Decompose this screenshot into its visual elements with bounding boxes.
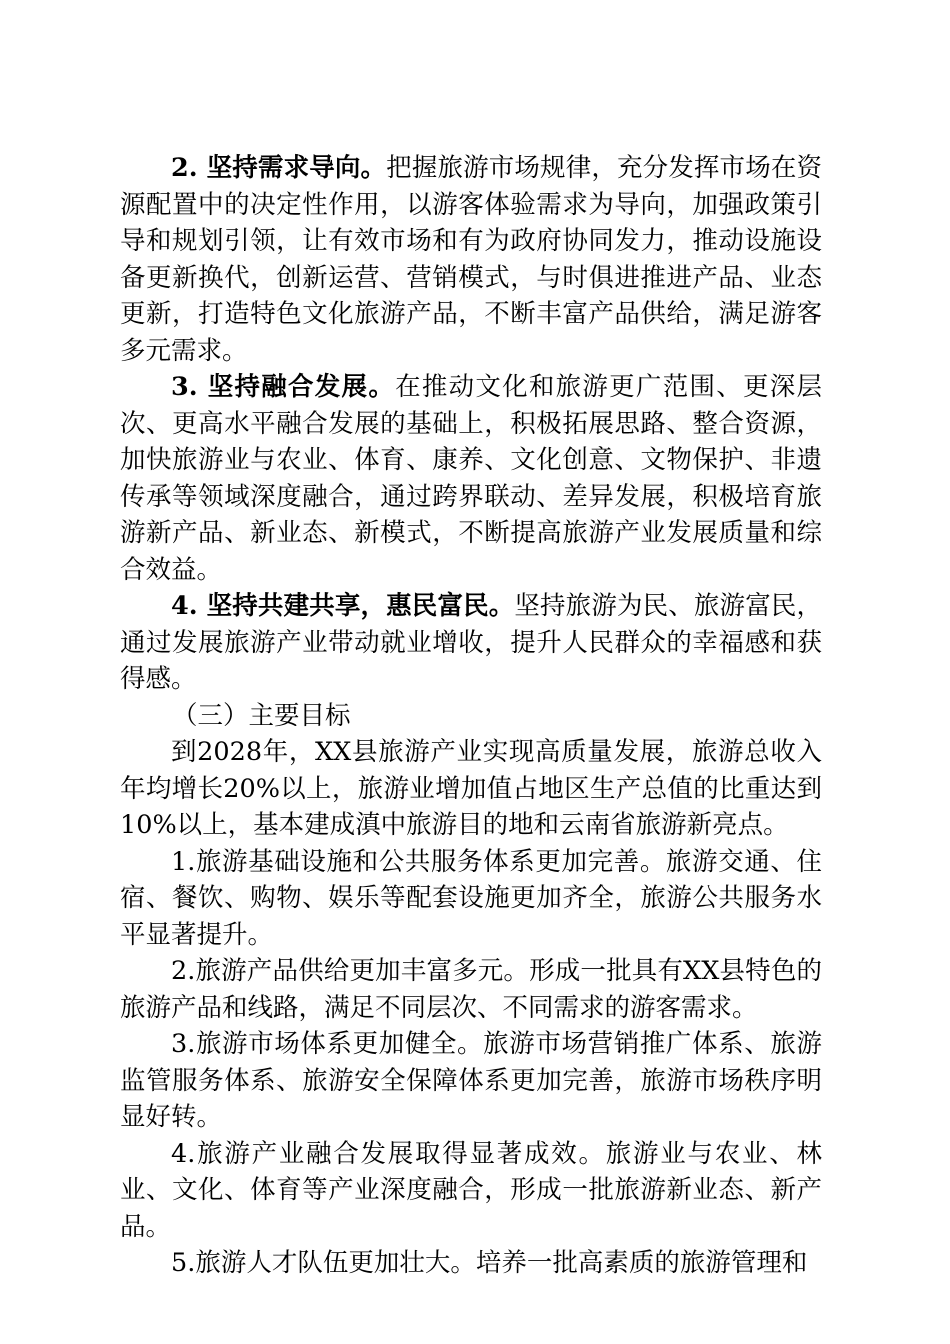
principle-2-lead: 2. 坚持需求导向。 xyxy=(171,153,387,183)
principle-2-paragraph xyxy=(120,150,822,369)
goals-intro-paragraph: 到2028年，XX县旅游产业实现高质量发展，旅游总收入年均增长20%以上，旅游业增加值占地区生产总值的比重达到10%以上，基本建成滇中旅游目的地和云南省旅游新亮点。 xyxy=(120,737,822,840)
goal-1-paragraph: 1.旅游基础设施和公共服务体系更加完善。旅游交通、住宿、餐饮、购物、娱乐等配套设施更加齐全，旅游公共服务水平显著提升。 xyxy=(120,846,822,950)
goal-5-paragraph: 5.旅游人才队伍更加壮大。培养一批高素质的旅游管理和 xyxy=(171,1248,808,1278)
principle-3-body: 在推动文化和旅游更广范围、更深层次、更高水平融合发展的基础上，积极拓展思路、整合资源，加快旅游业与农业、体育、康养、文化创意、文物保护、非遗传承等领域深度融合，通过跨界联动、差异发展，积极培育旅游新产品、新业态、新模式，不断提高旅游产业发展质量和综合效益。 xyxy=(120,372,822,585)
goal-4-paragraph: 4.旅游产业融合发展取得显著成效。旅游业与农业、林业、文化、体育等产业深度融合，形成一批旅游新业态、新产品。 xyxy=(120,1138,822,1242)
principle-4-body: 坚持旅游为民、旅游富民，通过发展旅游产业带动就业增收，提升人民群众的幸福感和获得感。 xyxy=(120,591,822,694)
principle-3-lead: 3. 坚持融合发展。 xyxy=(171,372,396,402)
principle-4-paragraph xyxy=(120,588,822,698)
goal-2-paragraph: 2.旅游产品供给更加丰富多元。形成一批具有XX县特色的旅游产品和线路，满足不同层次、不同需求的游客需求。 xyxy=(120,956,822,1023)
principle-2-body: 把握旅游市场规律，充分发挥市场在资源配置中的决定性作用，以游客体验需求为导向，加强政策引导和规划引领，让有效市场和有为政府协同发力，推动设施设备更新换代，创新运营、营销模式，与时俱进推进产品、业态更新，打造特色文化旅游产品，不断丰富产品供给，满足游客多元需求。 xyxy=(120,153,822,366)
goal-3-paragraph: 3.旅游市场体系更加健全。旅游市场营销推广体系、旅游监管服务体系、旅游安全保障体系更加完善，旅游市场秩序明显好转。 xyxy=(120,1029,822,1132)
principle-4-lead: 4. 坚持共建共享，惠民富民。 xyxy=(171,591,515,621)
section-heading: （三）主要目标 xyxy=(172,700,351,731)
principle-3-paragraph xyxy=(120,369,822,588)
